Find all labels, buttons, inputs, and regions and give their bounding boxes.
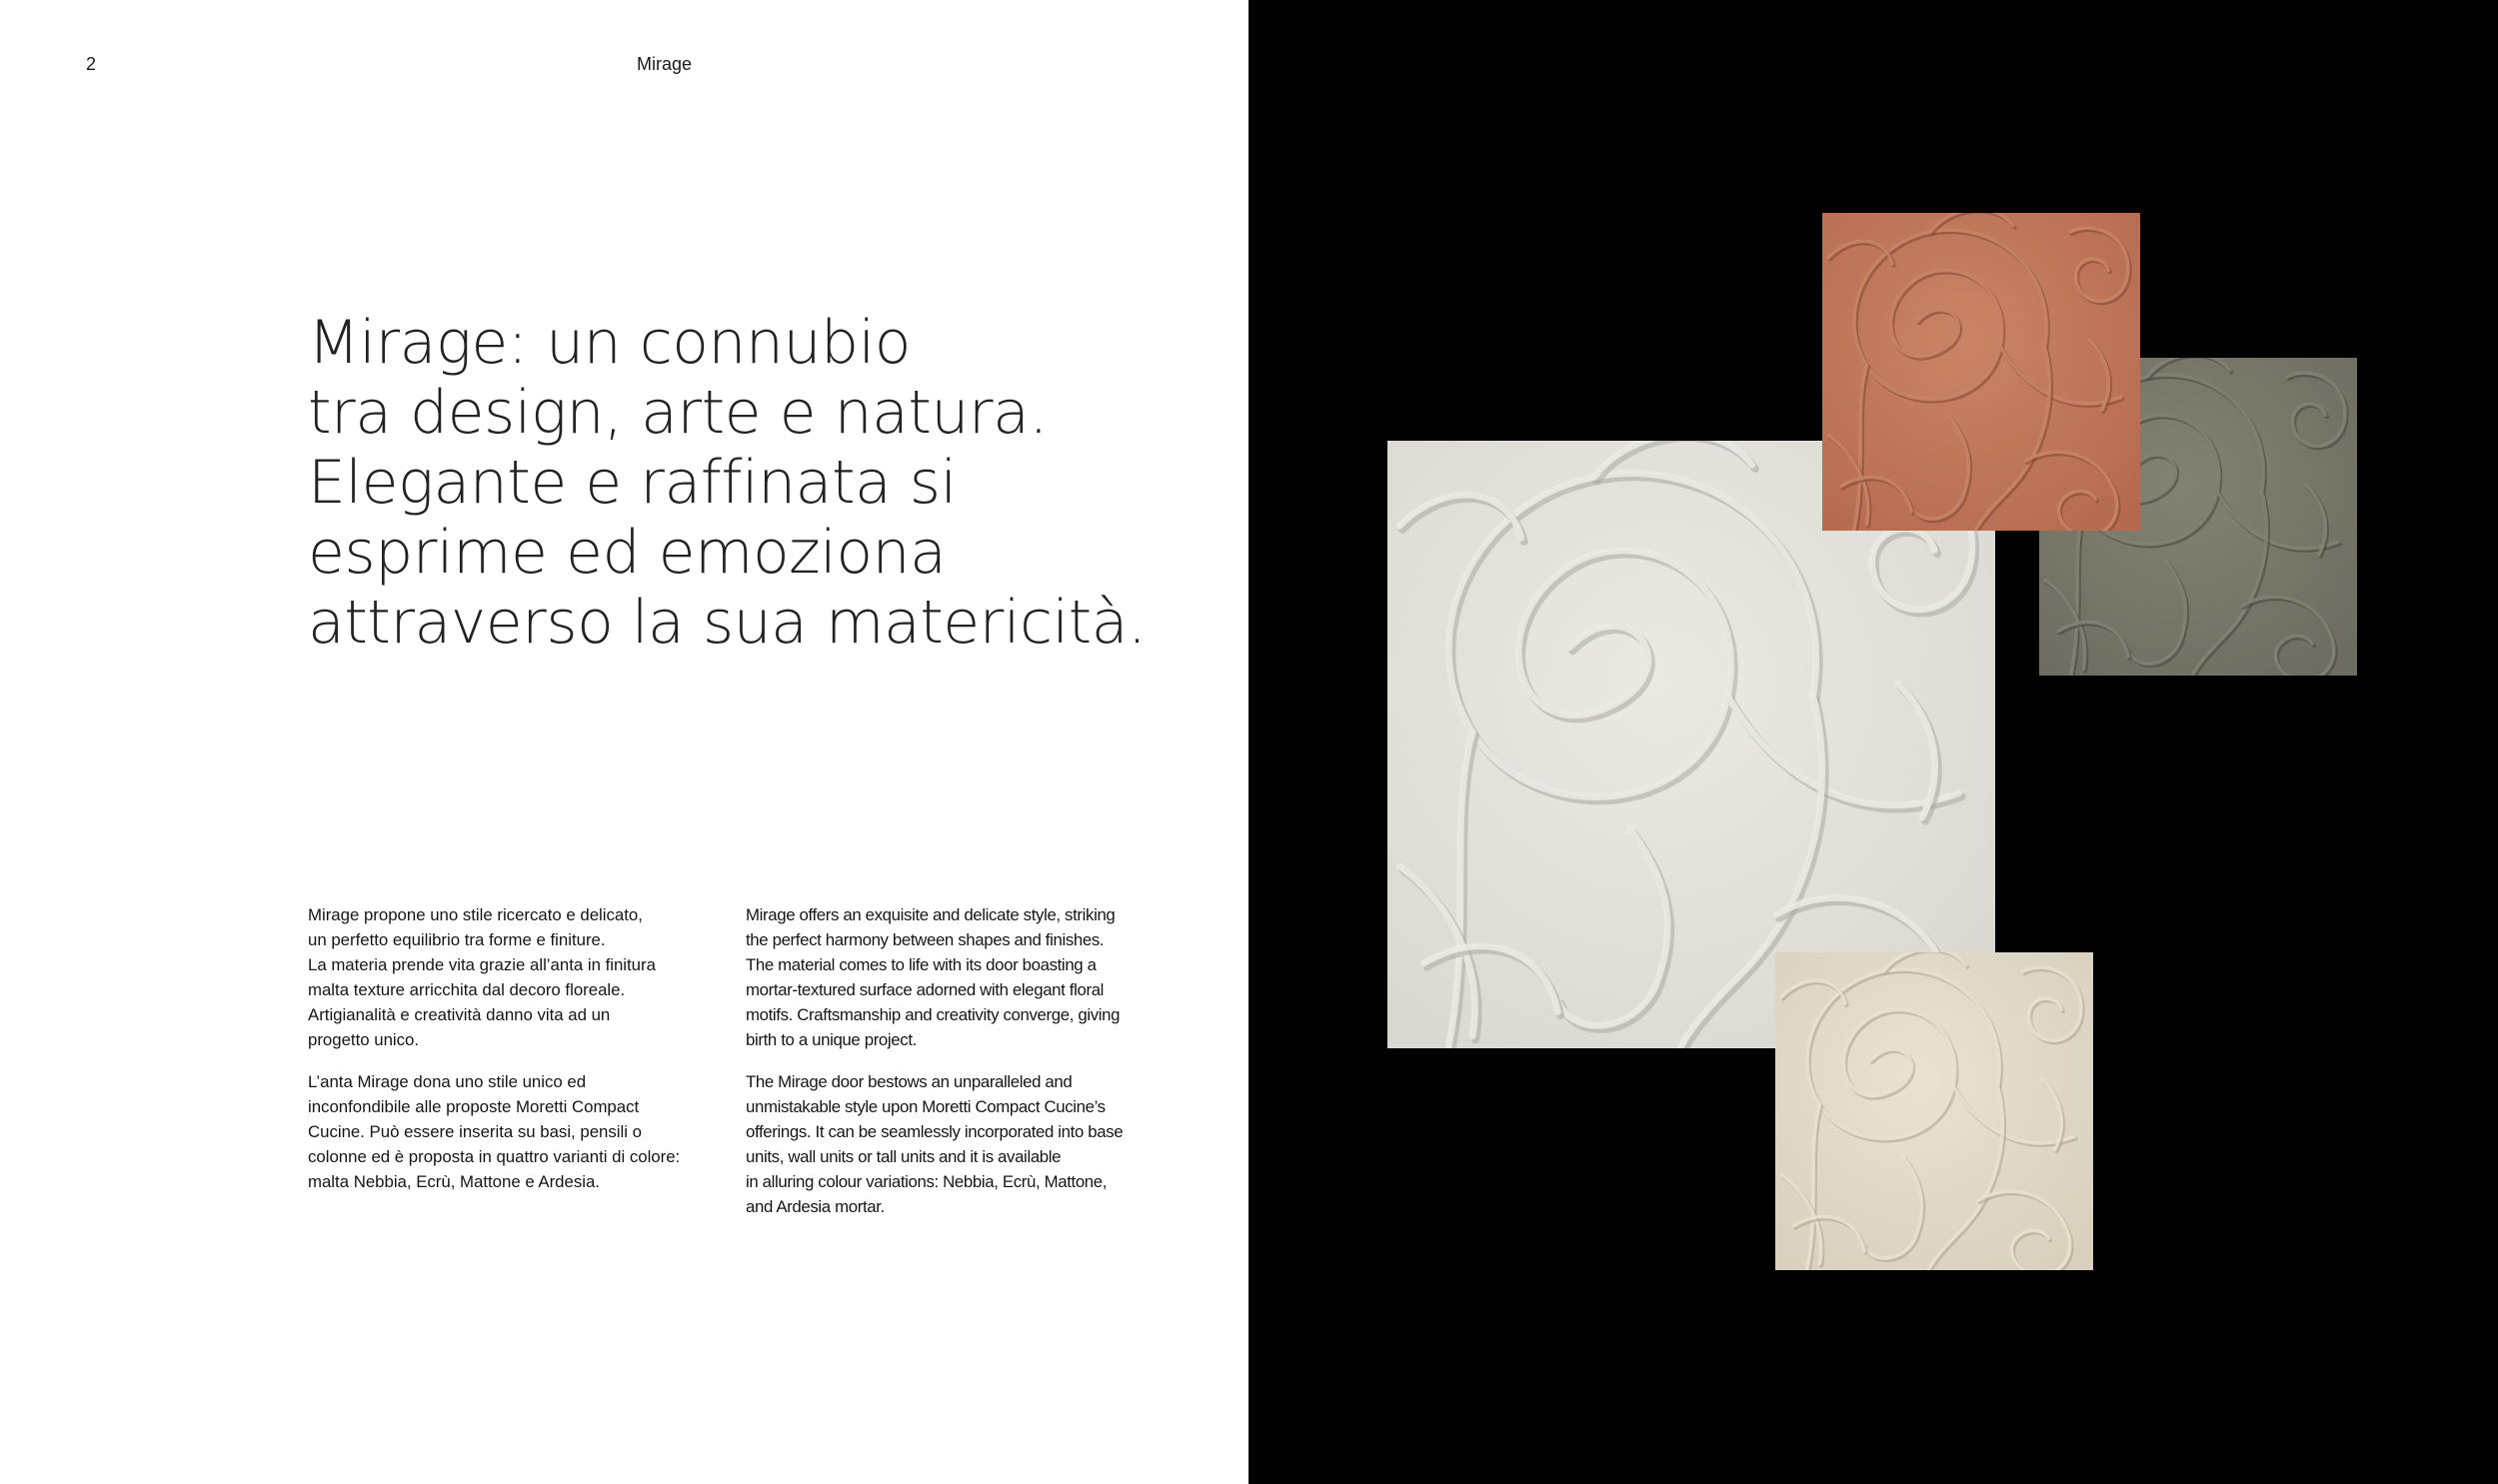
text-line: The material comes to life with its door boasting a	[746, 955, 1097, 974]
text-line: un perfetto equilibrio tra forme e finiture.	[308, 930, 606, 949]
text-line: malta Nebbia, Ecrù, Mattone e Ardesia.	[308, 1172, 600, 1191]
ecru-swatch	[1775, 952, 2093, 1270]
text-line: units, wall units or tall units and it is available	[746, 1147, 1062, 1166]
english-paragraph-1	[746, 902, 1146, 1052]
running-title: Mirage	[637, 54, 693, 74]
text-line: in alluring colour variations: Nebbia, Ecrù, Mattone,	[746, 1172, 1108, 1191]
right-page-image-panel	[1249, 0, 2498, 1484]
text-line: Mirage propone uno stile ricercato e delicato,	[308, 905, 643, 924]
text-line: Artigianalità e creatività danno vita ad un	[308, 1005, 611, 1024]
headline-line: tra design, arte e natura.	[308, 378, 1048, 448]
text-line: L’anta Mirage dona uno stile unico ed	[308, 1072, 587, 1091]
headline-line: Mirage: un connubio	[308, 308, 911, 378]
text-line: and Ardesia mortar.	[746, 1197, 885, 1216]
italian-paragraph-1	[308, 902, 728, 1052]
text-line: Mirage offers an exquisite and delicate style, striking	[746, 905, 1116, 924]
text-line: inconfondibile alle proposte Moretti Compact	[308, 1097, 640, 1116]
floral-relief-texture	[1822, 213, 2140, 531]
headline-line: attraverso la sua matericità.	[308, 588, 1147, 658]
english-paragraph-2	[746, 1069, 1146, 1219]
text-line: motifs. Craftsmanship and creativity converge, giving	[746, 1005, 1121, 1024]
text-line: malta texture arricchita dal decoro floreale.	[308, 980, 626, 999]
text-line: the perfect harmony between shapes and finishes.	[746, 930, 1105, 949]
text-line: mortar-textured surface adorned with elegant floral	[746, 980, 1105, 999]
text-line: unmistakable style upon Moretti Compact Cucine’s	[746, 1097, 1106, 1116]
mattone-swatch	[1822, 213, 2140, 531]
page-number: 2	[86, 54, 97, 74]
text-line: La materia prende vita grazie all’anta in finitura	[308, 955, 656, 974]
english-text-column	[746, 902, 1146, 1219]
headline	[308, 308, 1147, 658]
headline-line: Elegante e raffinata si	[308, 448, 957, 518]
text-line: birth to a unique project.	[746, 1030, 917, 1049]
text-line: Cucine. Può essere inserita su basi, pensili o	[308, 1122, 642, 1141]
headline-line: esprime ed emoziona	[308, 518, 947, 588]
floral-relief-texture	[1775, 952, 2093, 1270]
text-line: offerings. It can be seamlessly incorporated into base	[746, 1122, 1124, 1141]
text-line: The Mirage door bestows an unparalleled and	[746, 1072, 1073, 1091]
text-line: colonne ed è proposta in quattro varianti di colore:	[308, 1147, 681, 1166]
text-line: progetto unico.	[308, 1030, 420, 1049]
italian-paragraph-2	[308, 1069, 728, 1194]
italian-text-column	[308, 902, 728, 1194]
